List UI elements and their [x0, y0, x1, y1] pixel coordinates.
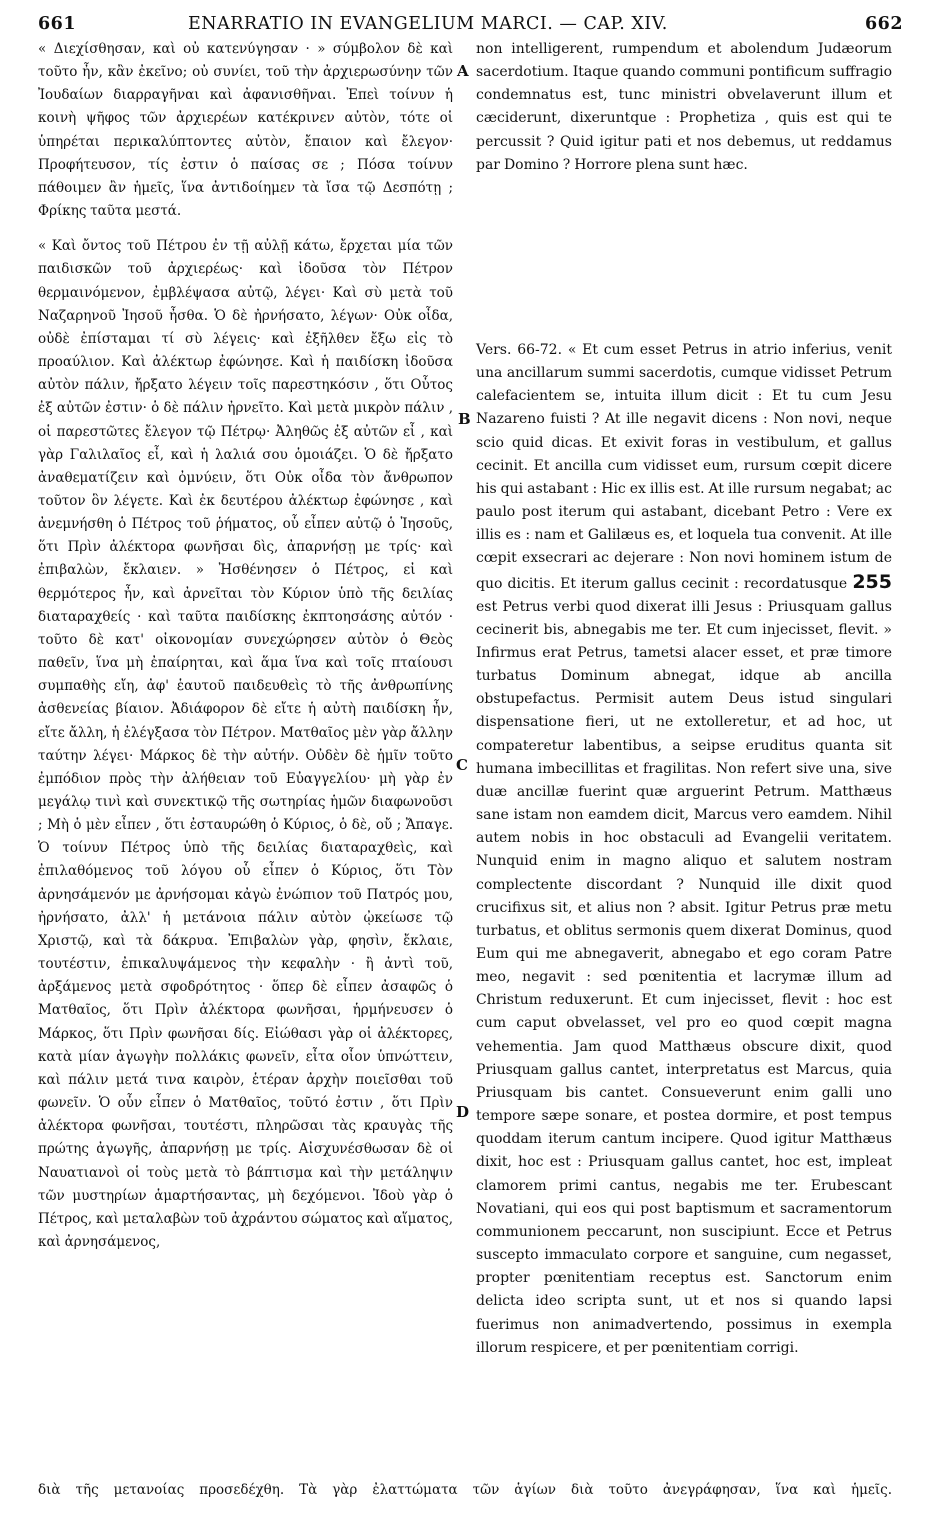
latin-paragraph-2-start: Vers. 66-72. « Et cum esset Petrus in atrio inferius, venit una ancillarum summi sacerdotis, cumque vidisset Petrum calefacientem se, intuita illum dicit : Et tu cum Jesu Nazareno fuisti ? At ille negavit dicens : Non novi, neque scio quid dicas. Et exivit foras in vestibulum, et gallus cecinit. Et ancilla cum vidisset eum, rursum cœpit dicere his qui astabant : Hic ex illis est. At ille rursum negabat; ac paulo post iterum qui astabant, dicebant Petro : Vere ex illis es : nam et Galilæus es, et loquela tua convenit. At ille cœpit exsecrari ac dejerare : Non novi hominem istum de quo dicitis. Et iterum gallus cecinit : recordatusque — [476, 341, 892, 592]
latin-paragraph-1: non intelligerent, rumpendum et abolendum Judæorum sacerdotium. Itaque quando communi pontificum suffragio condemnatus est, tunc ministri obvelaverunt illum et cæciderunt, dixeruntque : Prophetiza , quis est qui te percussit ? Quid igitur pati et nos debemus, ut reddamus par Domino ? Horrore plena sunt hæc. — [476, 41, 892, 173]
latin-paragraph-2 — [476, 339, 892, 1360]
running-title: ENARRATIO IN EVANGELIUM MARCI. — CAP. XIV. — [188, 14, 668, 34]
margin-marker-d: D — [456, 1103, 470, 1121]
page-number-left: 661 — [38, 14, 77, 34]
margin-marker-b: B — [458, 410, 471, 428]
greek-paragraph-1: « Διεχίσθησαν, καὶ οὐ κατενύγησαν · » σύμβολον δὲ καὶ τοῦτο ἦν, κἂν ἐκεῖνο; οὐ συνίει, τοῦ τὴν ἀρχιερωσύνην τῶν Ἰουδαίων διαρραγῆναι καὶ ἀφανισθῆναι. Ἐπεὶ τοίνυν ἡ κοινὴ ψῆφος τῶν ἀρχιερέων κατέκρινεν αὐτὸν, τότε οἱ ὑπηρέται περικαλύπτοντες αὐτὸν, ἔπαιον καὶ ἔλεγον· Προφήτευσον, τίς ἐστιν ὁ παίσας σε ; Πόσα τοίνυν πάθοιμεν ἂν ἡμεῖς, ἵνα ἀντιδοίημεν τὰ ἴσα τῷ Δεσπότῃ ; Φρίκης ταῦτα μεστά. — [38, 41, 453, 220]
margin-marker-c: C — [456, 756, 468, 774]
margin-marker-a: A — [457, 62, 469, 80]
page-marker-number: 255 — [852, 570, 892, 593]
greek-bottom-line: διὰ τῆς μετανοίας προσεδέχθη. Τὰ γὰρ ἐλαττώματα τῶν ἁγίων διὰ τοῦτο ἀνεγράφησαν, ἵνα καὶ ἡμεῖς. — [38, 1482, 892, 1498]
page-number-right: 662 — [865, 14, 904, 34]
greek-paragraph-2: « Καὶ ὄντος τοῦ Πέτρου ἐν τῇ αὐλῇ κάτω, ἔρχεται μία τῶν παιδισκῶν τοῦ ἀρχιερέως· καὶ ἰδοῦσα τὸν Πέτρον θερμαινόμενον, ἐμβλέψασα αὐτῷ, λέγει· Καὶ σὺ μετὰ τοῦ Ναζαρηνοῦ Ἰησοῦ ἦσθα. Ὁ δὲ ἠρνήσατο, λέγων· Οὐκ οἶδα, οὐδὲ ἐπίσταμαι τί σὺ λέγεις· καὶ ἐξῆλθεν ἔξω εἰς τὸ προαύλιον. Καὶ ἀλέκτωρ ἐφώνησε. Καὶ ἡ παιδίσκη ἰδοῦσα αὐτὸν πάλιν, ἤρξατο λέγειν τοῖς παρεστηκόσιν , ὅτι Οὗτος ἐξ αὐτῶν ἐστιν· ὁ δὲ πάλιν ἠρνεῖτο. Καὶ μετὰ μικρὸν πάλιν , οἱ παρεστῶτες ἔλεγον τῷ Πέτρῳ· Ἀληθῶς ἐξ αὐτῶν εἶ , καὶ γὰρ Γαλιλαῖος εἶ, καὶ ἡ λαλιά σου ὁμοιάζει. Ὁ δὲ ἤρξατο ἀναθεματίζειν καὶ ὀμνύειν, ὅτι Οὐκ οἶδα τὸν ἄνθρωπον τοῦτον ὃν λέγετε. Καὶ ἐκ δευτέρου ἀλέκτωρ ἐφώνησε , καὶ ἀνεμνήσθη ὁ Πέτρος τοῦ ῥήματος, οὗ εἶπεν αὐτῷ ὁ Ἰησοῦς, ὅτι Πρὶν ἀλέκτορα φωνῆσαι δὶς, ἀπαρνήσῃ με τρίς· καὶ ἐπιβαλὼν, ἔκλαιεν. » Ἠσθένησεν ὁ Πέτρος, εἰ καὶ θερμότερος ἦν, καὶ ἀρνεῖται τὸν Κύριον ὑπὸ τῆς δειλίας διαταραχθείς · καὶ ταῦτα παιδίσκης ἐκπτοησάσης αὐτόν · τοῦτο δὲ κατ' οἰκονομίαν συνεχώρησεν αὐτὸν ὁ Θεὸς παθεῖν, ἵνα μὴ ἐπαίρηται, καὶ ἅμα ἵνα καὶ τοῖς πταίουσι συμπαθὴς εἴη, ἀφ' ἑαυτοῦ παιδευθεὶς τὸ τῆς ἀνθρωπίνης ἀσθενείας βίαιον. Ἀδιάφορον δὲ εἴτε ἡ αὐτὴ παιδίσκη ἦν, εἴτε ἄλλη, ἡ ἐλέγξασα τὸν Πέτρον. Ματθαῖος μὲν γὰρ ἄλλην ταύτην λέγει· Μάρκος δὲ τὴν αὐτήν. Οὐδὲν δὲ ἡμῖν τοῦτο ἐμπόδιον πρὸς τὴν ἀλήθειαν τοῦ Εὐαγγελίου· μὴ γὰρ ἐν μεγάλῳ τινὶ καὶ συνεκτικῷ τῆς σωτηρίας ἡμῶν διαφωνοῦσι ; Μὴ ὁ μὲν εἶπεν , ὅτι ἐσταυρώθη ὁ Κύριος, ὁ δὲ, οὔ ; Ἄπαγε. Ὁ τοίνυν Πέτρος ὑπὸ τῆς δειλίας διαταραχθεὶς, καὶ ἐπιλαθόμενος τοῦ λόγου οὗ εἶπεν ὁ Κύριος, ὅτι Τὸν ἀρνησάμενόν με ἀρνήσομαι κἀγὼ ἐνώπιον τοῦ Πατρός μου, ἠρνήσατο, ἀλλ' ἡ μετάνοια πάλιν αὐτὸν ᾠκείωσε τῷ Χριστῷ, καὶ τὰ δάκρυα. Ἐπιβαλὼν γὰρ, φησὶν, ἔκλαιε, τουτέστιν, ἐπικαλυψάμενος τὴν κεφαλὴν · ἢ ἀντὶ τοῦ, ἀρξάμενος μετὰ σφοδρότητος · ὅπερ δὲ εἶπεν ἀσαφῶς ὁ Ματθαῖος, ὅτι Πρὶν ἀλέκτορα φωνῆσαι, ἡρμήνευσεν ὁ Μάρκος, ὅτι Πρὶν φωνῆσαι δίς. Εἰώθασι γὰρ οἱ ἀλέκτορες, κατὰ μίαν ἀγωγὴν πολλάκις φωνεῖν, εἶτα οἷον ὑπνώττειν, καὶ πάλιν μετά τινα καιρὸν, ἑτέραν ἀρχὴν ποιεῖσθαι τοῦ φωνεῖν. Ὁ οὖν εἶπεν ὁ Ματθαῖος, τοῦτό ἐστιν , ὅτι Πρὶν ἀλέκτορα φωνῆσαι, τουτέστι, πληρῶσαι τὰς κραυγὰς τῆς πρώτης ἀγωγῆς, ἀπαρνήσῃ με τρίς. Αἰσχυνέσθωσαν δὲ οἱ Ναυατιανοὶ οἱ τοὺς μετὰ τὸ βάπτισμα καὶ τὴν μετάληψιν τῶν μυστηρίων ἁμαρτήσαντας, μὴ δεχόμενοι. Ἰδοὺ γὰρ ὁ Πέτρος, καὶ μεταλαβὼν τοῦ ἀχράντου σώματος καὶ αἵματος, καὶ ἀρνησάμενος, — [38, 238, 453, 1250]
greek-column — [38, 38, 453, 1254]
latin-column — [476, 38, 892, 1360]
latin-paragraph-2-rest: est Petrus verbi quod dixerat illi Jesus : Priusquam gallus cecinerit bis, abnegabis me ter. Et cum injecisset, flevit. » Infirmus erat Petrus, tametsi alacer esset, et præ timore turbatus Dominum abnegat, idque ab ancilla obstupefactus. Permisit autem Deus istud singulari dispensatione fieri, ut ne extolleretur, et ad hoc, ut compateretur labentibus, a seipse eruditus quanta sit humana imbecillitas et fragilitas. Non refert sive una, sive duæ ancillæ fuerint quæ arguerint Petrum. Matthæus sane istam non eamdem dicit, Marcus vero eamdem. Nihil autem nobis in hoc obstaculi ad Evangelii veritatem. Nunquid enim in magno aliquo et salutem nostram complectente discordant ? Nunquid ille dixit quod crucifixus sit, et alius non ? absit. Igitur Petrus præ metu turbatus, et oblitus sermonis quem dixerat Dominus, quod Eum qui me abnegaverit, abnegabo et ego coram Patre meo, negavit : sed pœnitentia et lacrymæ illum ad Christum reduxerunt. Et cum injecisset, flevit : hoc est cum caput obvelasset, vel pro eo quod cœpit magna vehementia. Jam quod Matthæus obscure dixit, quod Priusquam gallus cantet, interpretatus est Marcus, quia Priusquam bis cantet. Consueverunt enim galli uno tempore sæpe sonare, et postea dormire, et post tempus quoddam iterum cantum incipere. Quod igitur Matthæus dixit, hoc est : Priusquam gallus cantet, hoc est, impleat clamorem primi cantus, negabis me ter. Erubescant Novatiani, qui eos qui post baptismum et sacramentorum communionem peccarunt, non suscipiunt. Ecce et Petrus suscepto immaculato corpore et sanguine, cum negasset, propter pœnitentiam receptus est. Sanctorum enim delicta ideo scripta sunt, ut et nos si quando lapsi fuerimus non animadvertendo, possimus in exempla illorum respicere, et per pœnitentiam corrigi. — [476, 598, 892, 1356]
